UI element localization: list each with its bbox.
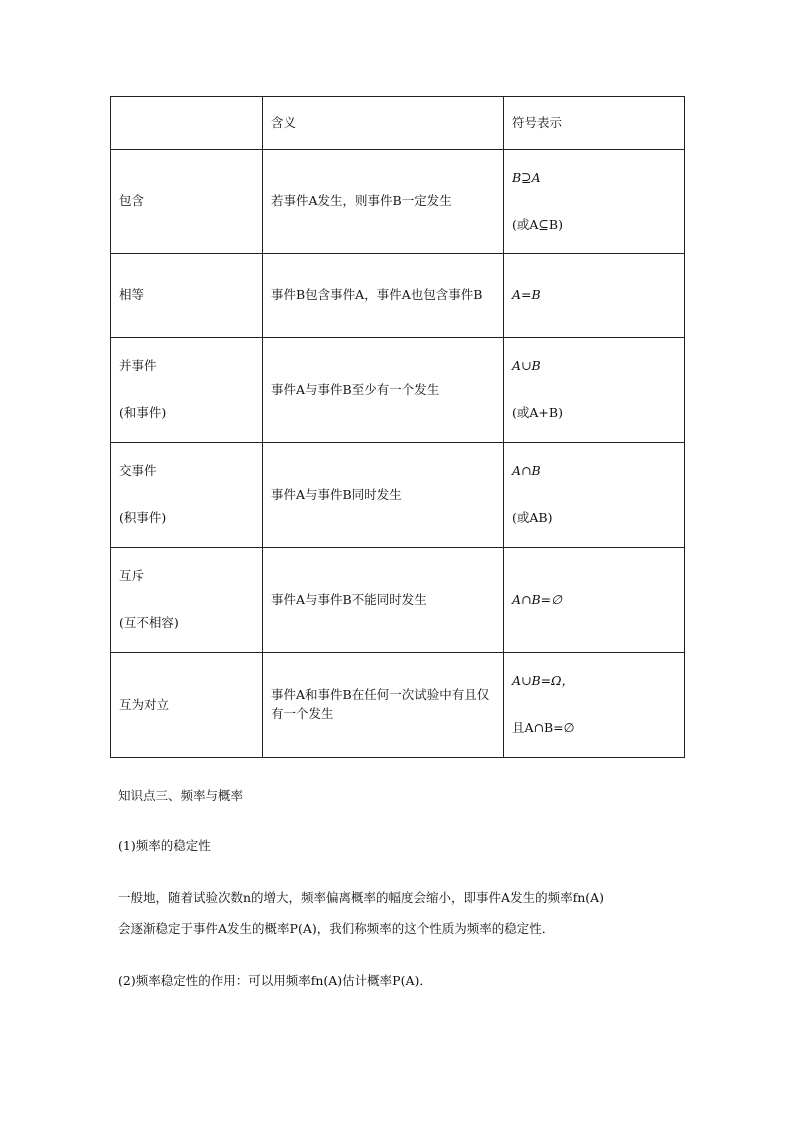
relation-symbol [504, 338, 685, 443]
relation-symbol: A∩B=∅ [504, 548, 685, 653]
section-title: 知识点三、频率与概率 [118, 788, 244, 803]
relation-symbol [504, 443, 685, 548]
relation-meaning: 事件A与事件B同时发生 [263, 443, 504, 548]
table-row [111, 338, 685, 443]
symbol-line: (或A⊆B) [512, 216, 563, 232]
relation-symbol: A=B [504, 254, 685, 338]
table-row [111, 653, 685, 758]
relation-meaning: 若事件A发生，则事件B一定发生 [263, 150, 504, 254]
symbol-line: A∩B [512, 463, 541, 478]
paragraph-line: 一般地，随着试验次数n的增大，频率偏离概率的幅度会缩小，即事件A发生的频率fn(A) [118, 890, 605, 905]
table-row [111, 150, 685, 254]
symbol-line: A∪B=Ω， [512, 673, 575, 688]
name-line: (互不相容) [119, 615, 179, 631]
symbol-line: (或A+B) [512, 405, 563, 421]
relation-name: 包含 [111, 150, 263, 254]
table-row [111, 254, 685, 338]
name-line: 并事件 [119, 358, 157, 373]
subsection-heading: (1)频率的稳定性 [118, 838, 211, 853]
event-relations-table [110, 96, 685, 758]
header-cell-symbol: 符号表示 [504, 97, 685, 150]
paragraph-line: 会逐渐稳定于事件A发生的概率P(A)，我们称频率的这个性质为频率的稳定性． [118, 921, 555, 936]
name-line: (积事件) [119, 510, 167, 526]
name-line: (和事件) [119, 405, 167, 421]
header-cell-empty [111, 97, 263, 150]
relation-symbol [504, 150, 685, 254]
relation-name [111, 443, 263, 548]
name-line: 交事件 [119, 463, 157, 478]
symbol-line: 且A∩B=∅ [512, 720, 575, 736]
relation-symbol [504, 653, 685, 758]
relation-meaning: 事件B包含事件A，事件A也包含事件B [263, 254, 504, 338]
table-row [111, 443, 685, 548]
relation-name [111, 338, 263, 443]
relation-name: 互为对立 [111, 653, 263, 758]
header-cell-meaning: 含义 [263, 97, 504, 150]
table-header-row [111, 97, 685, 150]
subsection-heading: (2)频率稳定性的作用：可以用频率fn(A)估计概率P(A)． [118, 973, 432, 988]
symbol-line: A∪B [512, 358, 541, 373]
symbol-line: (或AB) [512, 510, 553, 526]
relation-meaning: 事件A与事件B不能同时发生 [263, 548, 504, 653]
symbol-line: B⊇A [512, 169, 541, 185]
relation-name: 相等 [111, 254, 263, 338]
relation-meaning: 事件A和事件B在任何一次试验中有且仅有一个发生 [263, 653, 504, 758]
name-line: 互斥 [119, 568, 145, 583]
relation-meaning: 事件A与事件B至少有一个发生 [263, 338, 504, 443]
relation-name [111, 548, 263, 653]
table-row [111, 548, 685, 653]
